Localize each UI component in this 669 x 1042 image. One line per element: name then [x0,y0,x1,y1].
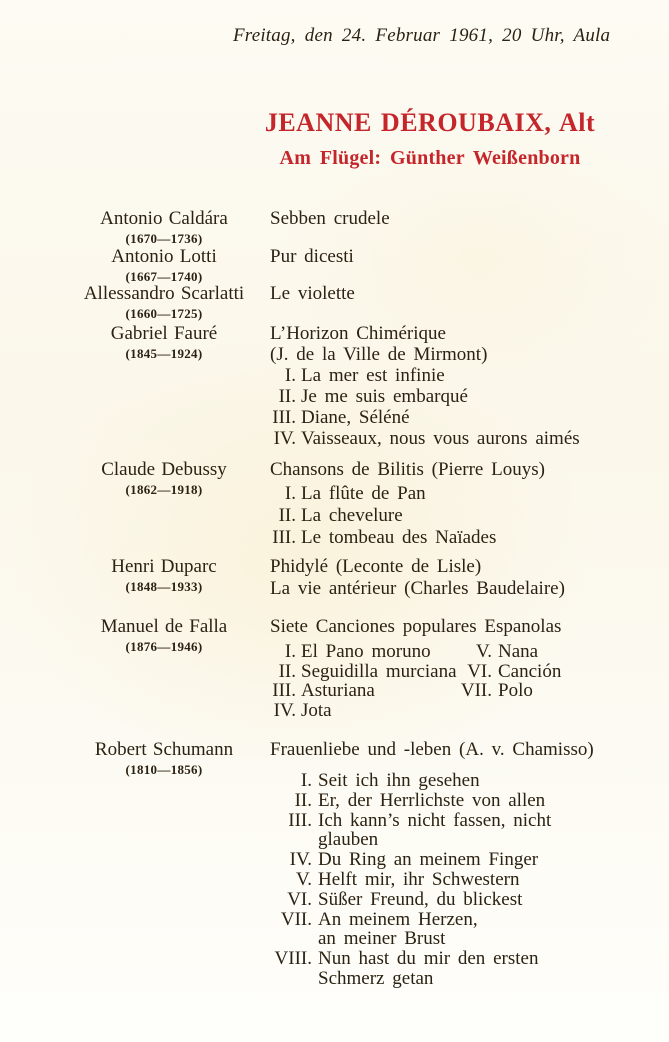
movement-numeral: V. [295,868,312,890]
movement-numeral: V. [475,641,492,662]
works-cell [270,208,669,246]
movement-numeral: III. [272,527,296,548]
movement-row [270,505,669,527]
movement-title: La chevelure [301,505,403,526]
movement-numeral: III. [272,680,296,701]
movement-title: Helft mir, ihr Schwestern [318,868,520,890]
performer-title: JEANNE DÉROUBAIX, Alt [264,108,596,137]
movement-numeral: I. [284,641,296,662]
movement-row [270,681,455,701]
movement-row [455,662,669,682]
movement-numeral: VI. [287,888,312,910]
movement-title: Er, der Herrlichste von allen [318,789,546,811]
works-cell [270,556,669,600]
composer-name: Robert Schumann [94,739,234,760]
movement-title-continuation: Schmerz getan [318,967,434,989]
work-title: Frauenliebe und -leben (A. v. Chamisso) [270,739,594,760]
program-row-schumann [0,739,669,989]
movement-row [270,910,669,930]
event-date-line: Freitag, den 24. Februar 1961, 20 Uhr, Aula [233,25,611,46]
movement-numeral: II. [278,660,296,682]
movement-title: El Pano moruno [301,641,431,662]
movement-row [270,365,669,386]
movement-list [270,365,669,449]
composer-dates: (1845—1924) [125,346,203,361]
movement-row [270,791,669,811]
movement-row [270,771,669,791]
composer-dates: (1876—1946) [125,639,203,654]
composer-name: Henri Duparc [111,556,217,577]
works-cell [270,616,669,720]
movement-numeral: IV. [273,699,296,721]
program-row-faure [0,323,669,449]
movement-title: Diane, Séléné [301,407,410,428]
movement-title-continuation: an meiner Brust [318,928,446,950]
movement-row [270,811,669,831]
works-cell [270,459,669,549]
movement-numeral: VIII. [274,948,312,970]
composer-cell [0,208,270,246]
composer-dates: (1660—1725) [125,306,203,321]
movement-title: Polo [498,680,533,701]
movement-column-right [455,642,669,720]
movement-row [270,527,669,549]
movement-title: Asturiana [301,680,375,701]
movement-title: Je me suis embarqué [301,386,468,407]
work-title: Sebben crudele [270,208,390,229]
movement-numeral: I. [300,770,312,791]
work-title: L’Horizon Chimérique [270,323,446,344]
movement-row [455,681,669,701]
movement-title: Seit ich ihn gesehen [318,770,480,791]
movement-title: Nana [498,641,539,662]
works-cell [270,739,669,989]
composer-cell [0,323,270,449]
movement-title: Vaisseaux, nous vous aurons aimés [301,428,580,449]
work-title: Pur dicesti [270,246,354,267]
composer-dates: (1667—1740) [125,269,203,284]
movement-row [455,642,669,662]
program-row-duparc [0,556,669,600]
composer-name: Claude Debussy [101,459,227,480]
composer-name: Allessandro Scarlatti [83,283,245,304]
composer-name: Antonio Caldára [100,208,228,229]
program-row-lotti [0,246,669,284]
movement-row [270,949,669,969]
composer-dates: (1862—1918) [125,482,203,497]
movement-title: Canción [498,660,562,682]
program-row-caldara [0,208,669,246]
title-block [190,108,669,170]
movement-numeral: VII. [280,908,312,930]
movement-row [270,850,669,870]
movement-title: Seguidilla murciana [301,660,457,682]
composer-name: Manuel de Falla [100,616,228,637]
movement-title: Ich kann’s nicht fassen, nicht [318,809,552,831]
works-cell [270,283,669,321]
movement-numeral: I. [284,365,296,386]
movement-numeral: III. [288,809,312,831]
movement-row [270,870,669,890]
composer-cell [0,246,270,284]
movement-title: An meinem Herzen, [318,908,478,930]
composer-cell [0,739,270,989]
movement-numeral: IV. [289,849,312,871]
composer-cell [0,459,270,549]
movement-numeral: II. [278,505,296,526]
movement-list [270,483,669,549]
movement-numeral: I. [284,483,296,504]
program-row-scarlatti [0,283,669,321]
works-cell [270,246,669,284]
movement-title: Jota [301,699,332,721]
accompanist-line: Am Flügel: Günther Weißenborn [279,147,581,169]
movement-row [270,890,669,910]
work-title: Phidylé (Leconte de Lisle) [270,556,482,577]
works-cell [270,323,669,449]
movement-title: Du Ring an meinem Finger [318,849,539,871]
movement-title-continuation: glauben [318,829,379,851]
work-poet: (J. de la Ville de Mirmont) [270,344,488,365]
composer-name: Antonio Lotti [111,246,217,267]
movement-row [270,701,455,721]
movement-column-left [270,642,455,720]
movement-numeral: II. [294,789,312,811]
movement-numeral: VII. [460,680,492,701]
composer-dates: (1810—1856) [125,762,203,777]
movement-numeral: IV. [273,428,296,449]
program-row-falla [0,616,669,720]
work-title: Le violette [270,283,355,304]
movement-row [270,642,455,662]
movement-title: La flûte de Pan [301,483,426,504]
composer-dates: (1670—1736) [125,231,203,246]
movement-title: La mer est infinie [301,365,445,386]
movement-row [270,483,669,505]
program-row-debussy [0,459,669,549]
movement-row [270,428,669,449]
work-title-second: La vie antérieur (Charles Baudelaire) [270,578,565,599]
movement-title: Le tombeau des Naïades [301,527,497,548]
movement-numeral: VI. [467,660,492,682]
movement-list-two-column [270,642,669,720]
movement-list [270,771,669,989]
movement-row [270,662,455,682]
composer-name: Gabriel Fauré [110,323,218,344]
movement-row [270,407,669,428]
movement-numeral: III. [272,407,296,428]
movement-row [270,386,669,407]
movement-title: Nun hast du mir den ersten [318,948,539,970]
movement-numeral: II. [278,386,296,407]
composer-cell [0,616,270,720]
work-title: Siete Canciones populares Espanolas [270,616,562,637]
composer-cell [0,556,270,600]
composer-cell [0,283,270,321]
composer-dates: (1848—1933) [125,579,203,594]
movement-title: Süßer Freund, du blickest [318,888,523,910]
work-title: Chansons de Bilitis (Pierre Louys) [270,459,545,480]
